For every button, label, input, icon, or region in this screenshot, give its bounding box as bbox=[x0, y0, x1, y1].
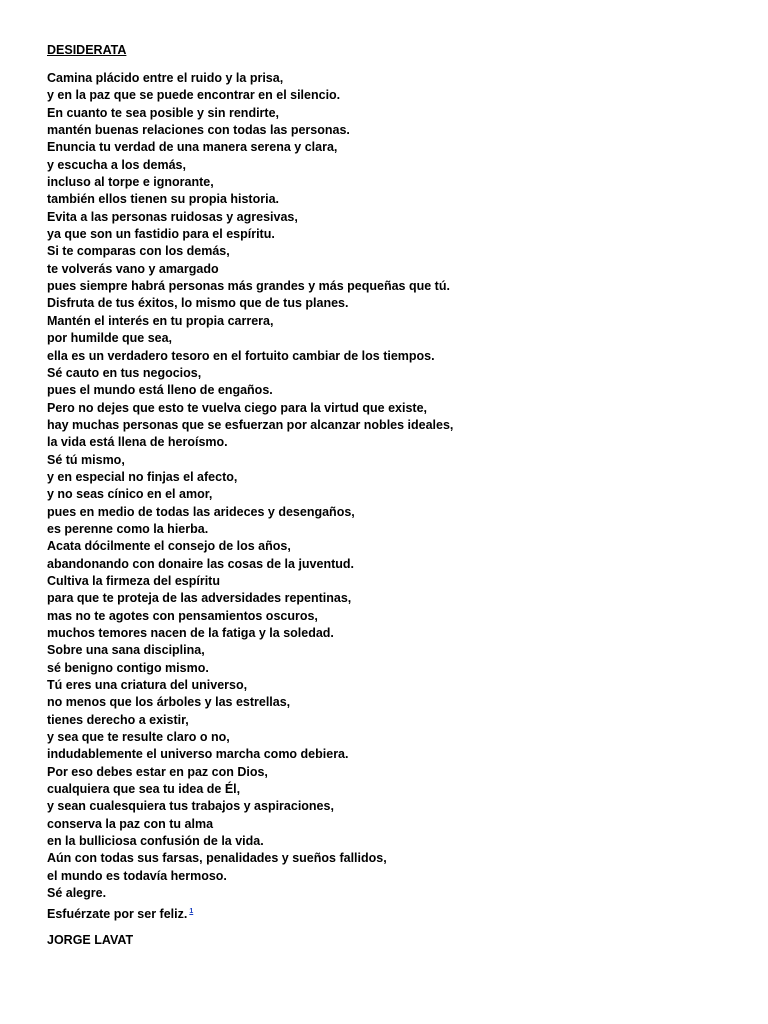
poem-line-text: también ellos tienen su propia historia. bbox=[47, 192, 279, 207]
poem-line bbox=[47, 87, 747, 104]
poem-line-text: por humilde que sea, bbox=[47, 331, 173, 346]
poem-line bbox=[47, 729, 747, 746]
poem-line bbox=[47, 157, 747, 174]
poem-line bbox=[47, 677, 747, 694]
poem-line bbox=[47, 660, 747, 677]
poem-line-text: pues siempre habrá personas más grandes y más pequeñas que tú. bbox=[47, 279, 450, 294]
poem-line bbox=[47, 625, 747, 642]
poem-line-text: Si te comparas con los demás, bbox=[47, 244, 230, 259]
poem-line bbox=[47, 504, 747, 521]
poem-line bbox=[47, 261, 747, 278]
poem-title: DESIDERATA bbox=[47, 43, 127, 57]
poem-line-text: y no seas cínico en el amor, bbox=[47, 487, 213, 502]
poem-line-text: ella es un verdadero tesoro en el fortuito cambiar de los tiempos. bbox=[47, 348, 435, 363]
poem-line bbox=[47, 538, 747, 555]
poem-line bbox=[47, 712, 747, 729]
poem-line-text: Mantén el interés en tu propia carrera, bbox=[47, 313, 274, 328]
poem-line-text: la vida está llena de heroísmo. bbox=[47, 435, 228, 450]
poem-line-text: conserva la paz con tu alma bbox=[47, 816, 214, 831]
poem-line-text: mantén buenas relaciones con todas las personas. bbox=[47, 123, 350, 138]
poem-line-text: Aún con todas sus farsas, penalidades y sueños fallidos, bbox=[47, 851, 387, 866]
poem-line-text: Enuncia tu verdad de una manera serena y clara, bbox=[47, 140, 338, 155]
poem-line-text: pues el mundo está lleno de engaños. bbox=[47, 383, 273, 398]
poem-line-text: indudablemente el universo marcha como debiera. bbox=[47, 747, 349, 762]
poem-line bbox=[47, 365, 747, 382]
poem-line bbox=[47, 313, 747, 330]
poem-line-text: Sé cauto en tus negocios, bbox=[47, 365, 202, 380]
poem-line-text: muchos temores nacen de la fatiga y la soledad. bbox=[47, 626, 334, 640]
poem-line bbox=[47, 642, 747, 659]
document-page bbox=[47, 42, 747, 949]
poem-line-text: Sé tú mismo, bbox=[47, 452, 125, 467]
poem-line-text: y en especial no finjas el afecto, bbox=[47, 469, 238, 484]
poem-line bbox=[47, 382, 747, 399]
poem-line-text: para que te proteja de las adversidades repentinas, bbox=[47, 591, 352, 606]
poem-line-text: Tú eres una criatura del universo, bbox=[47, 678, 248, 693]
poem-line-text: es perenne como la hierba. bbox=[47, 521, 209, 536]
poem-line bbox=[47, 139, 747, 156]
poem-line-text: y sean cualesquiera tus trabajos y aspiraciones, bbox=[47, 799, 334, 814]
poem-line bbox=[47, 521, 747, 538]
poem-line-text: sé benigno contigo mismo. bbox=[47, 660, 209, 675]
poem-line bbox=[47, 868, 747, 885]
poem-line-text: Disfruta de tus éxitos, lo mismo que de tus planes. bbox=[47, 296, 349, 311]
poem-line-text: cualquiera que sea tu idea de Él, bbox=[47, 782, 241, 797]
poem-line bbox=[47, 295, 747, 312]
poem-line bbox=[47, 816, 747, 833]
poem-line-text: y sea que te resulte claro o no, bbox=[47, 730, 230, 745]
poem-line bbox=[47, 486, 747, 503]
poem-line-text: y en la paz que se puede encontrar en el silencio. bbox=[47, 88, 341, 103]
poem-line bbox=[47, 191, 747, 208]
poem-line bbox=[47, 833, 747, 850]
poem-line bbox=[47, 434, 747, 451]
poem-line bbox=[47, 556, 747, 573]
poem-line-text: mas no te agotes con pensamientos oscuros, bbox=[47, 608, 318, 623]
poem-line-text: no menos que los árboles y las estrellas, bbox=[47, 695, 291, 710]
poem-line bbox=[47, 174, 747, 191]
poem-line bbox=[47, 209, 747, 226]
poem-line bbox=[47, 278, 747, 295]
poem-line-text: Esfuérzate por ser feliz. bbox=[47, 906, 188, 921]
poem-line-text: En cuanto te sea posible y sin rendirte, bbox=[47, 105, 280, 120]
poem-line bbox=[47, 694, 747, 711]
poem-line-text: Acata dócilmente el consejo de los años, bbox=[47, 539, 291, 554]
poem-line bbox=[47, 746, 747, 763]
poem-line bbox=[47, 243, 747, 260]
poem-line bbox=[47, 330, 747, 347]
poem-line bbox=[47, 105, 747, 122]
poem-line-text: abandonando con donaire las cosas de la juventud. bbox=[47, 556, 355, 571]
poem-line-text: y escucha a los demás, bbox=[47, 157, 186, 172]
poem-line-text: hay muchas personas que se esfuerzan por alcanzar nobles ideales, bbox=[47, 417, 454, 432]
poem-line bbox=[47, 885, 747, 902]
poem-body bbox=[47, 70, 747, 923]
poem-line bbox=[47, 903, 747, 924]
poem-line-text: tienes derecho a existir, bbox=[47, 712, 189, 727]
poem-line bbox=[47, 590, 747, 607]
poem-line bbox=[47, 850, 747, 867]
poem-line-text: el mundo es todavía hermoso. bbox=[47, 868, 227, 883]
poem-line-text: Pero no dejes que esto te vuelva ciego para la virtud que existe, bbox=[47, 400, 427, 415]
poem-line-text: Cultiva la firmeza del espíritu bbox=[47, 573, 220, 588]
poem-line-text: Sobre una sana disciplina, bbox=[47, 643, 205, 658]
poem-line bbox=[47, 400, 747, 417]
poem-line-text: pues en medio de todas las arideces y desengaños, bbox=[47, 504, 355, 519]
poem-line bbox=[47, 70, 747, 87]
poem-line-text: en la bulliciosa confusión de la vida. bbox=[47, 834, 264, 849]
poem-line bbox=[47, 781, 747, 798]
poem-line bbox=[47, 122, 747, 139]
poem-line-text: Camina plácido entre el ruido y la prisa, bbox=[47, 71, 284, 85]
poem-author: JORGE LAVAT bbox=[47, 933, 134, 947]
poem-line-text: Sé alegre. bbox=[47, 886, 107, 901]
poem-line bbox=[47, 348, 747, 365]
poem-line-text: Por eso debes estar en paz con Dios, bbox=[47, 764, 268, 779]
poem-line-text: ya que son un fastidio para el espíritu. bbox=[47, 227, 275, 242]
poem-line bbox=[47, 573, 747, 590]
poem-line bbox=[47, 226, 747, 243]
poem-line bbox=[47, 798, 747, 815]
poem-line bbox=[47, 469, 747, 486]
poem-line-text: incluso al torpe e ignorante, bbox=[47, 175, 214, 190]
poem-line bbox=[47, 452, 747, 469]
poem-line-text: Evita a las personas ruidosas y agresivas, bbox=[47, 209, 298, 224]
poem-line bbox=[47, 764, 747, 781]
poem-line-text: te volverás vano y amargado bbox=[47, 261, 219, 276]
footnote-link[interactable]: 1 bbox=[189, 907, 194, 915]
poem-line bbox=[47, 417, 747, 434]
poem-line bbox=[47, 608, 747, 625]
